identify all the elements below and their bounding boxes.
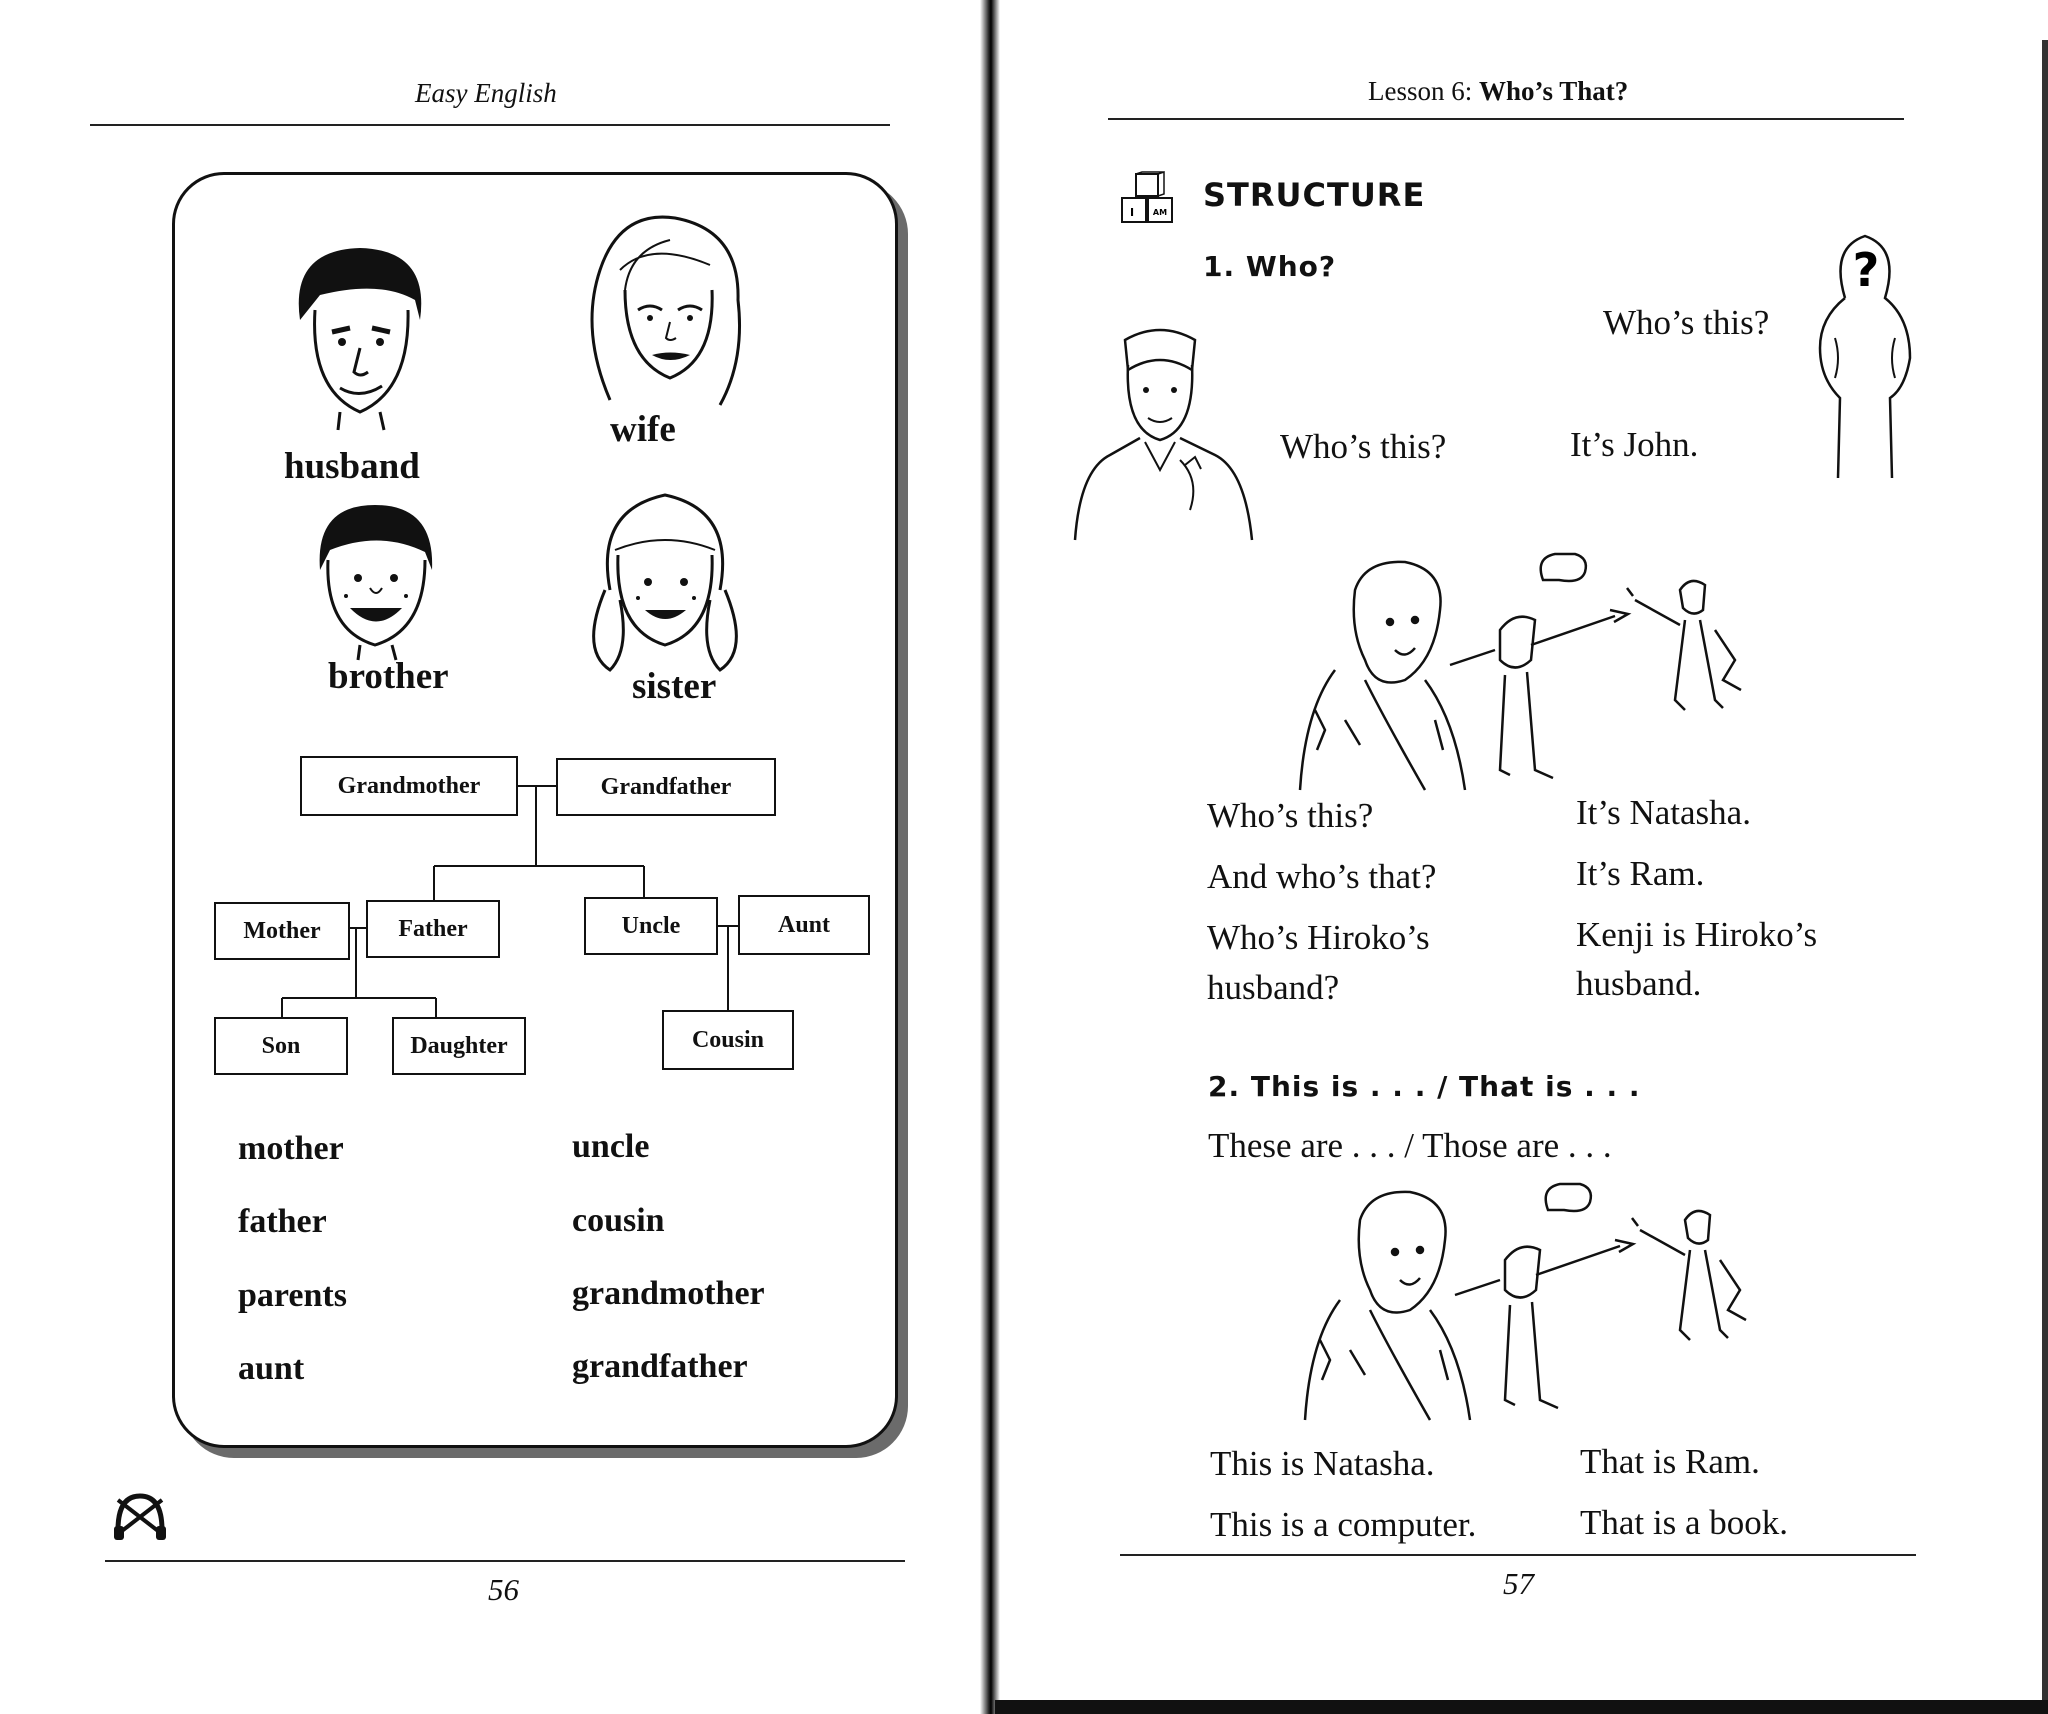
dialog-question: husband? bbox=[1207, 968, 1340, 1007]
headphones-icon bbox=[112, 1490, 168, 1542]
icon-letter-am: AM bbox=[1152, 208, 1168, 217]
q-whos-this-top: Who’s this? bbox=[1603, 303, 1770, 342]
q-whos-this-john: Who’s this? bbox=[1280, 427, 1447, 466]
tree-box-grandfather: Grandfather bbox=[556, 758, 776, 816]
vocab-word: mother bbox=[238, 1130, 344, 1167]
right-footer-rule bbox=[1120, 1554, 1916, 1556]
left-page-number: 56 bbox=[488, 1572, 519, 1607]
dialog-answer: husband. bbox=[1576, 964, 1702, 1003]
left-running-head: Easy English bbox=[415, 78, 557, 108]
running-head-prefix: Lesson 6: bbox=[1368, 76, 1479, 106]
section2-subheading: These are . . . / Those are . . . bbox=[1208, 1126, 1612, 1165]
tree-box-daughter: Daughter bbox=[392, 1017, 526, 1075]
dialog-question: Who’s this? bbox=[1207, 796, 1374, 835]
right-page-number: 57 bbox=[1503, 1566, 1534, 1601]
mystery-person-illustration bbox=[1810, 228, 1920, 478]
john-illustration bbox=[1070, 320, 1260, 540]
tree-box-uncle: Uncle bbox=[584, 897, 718, 955]
dialog-question: Who’s Hiroko’s bbox=[1207, 918, 1430, 957]
label-sister: sister bbox=[632, 666, 717, 707]
dialog-answer: It’s Ram. bbox=[1576, 854, 1705, 893]
right-running-head bbox=[1368, 76, 1628, 107]
tree-box-father: Father bbox=[366, 900, 500, 958]
running-head-title: Who’s That? bbox=[1479, 76, 1629, 106]
vocab-word: parents bbox=[238, 1277, 347, 1314]
right-header-rule bbox=[1108, 118, 1904, 120]
group-pointing-illustration bbox=[1295, 550, 1765, 790]
example-that-is: That is Ram. bbox=[1580, 1442, 1760, 1481]
dialog-answer: Kenji is Hiroko’s bbox=[1576, 915, 1818, 954]
tree-box-mother: Mother bbox=[214, 902, 350, 960]
left-footer-rule bbox=[105, 1560, 905, 1562]
a-its-john: It’s John. bbox=[1570, 425, 1699, 464]
blocks-icon bbox=[1118, 172, 1178, 228]
example-this-is: This is Natasha. bbox=[1210, 1444, 1435, 1483]
vocab-word: cousin bbox=[572, 1202, 665, 1239]
vocab-word: aunt bbox=[238, 1350, 305, 1387]
dialog-question: And who’s that? bbox=[1207, 857, 1437, 896]
section1-heading: 1. Who? bbox=[1203, 250, 1337, 283]
group-pointing-illustration-2 bbox=[1300, 1180, 1770, 1420]
tree-box-grandmother: Grandmother bbox=[300, 756, 518, 816]
vocab-word: grandmother bbox=[572, 1275, 765, 1312]
tree-box-son: Son bbox=[214, 1017, 348, 1075]
vocab-word: uncle bbox=[572, 1128, 650, 1165]
dialog-answer: It’s Natasha. bbox=[1576, 793, 1751, 832]
example-this-is: This is a computer. bbox=[1210, 1505, 1477, 1544]
tree-box-cousin: Cousin bbox=[662, 1010, 794, 1070]
tree-box-aunt: Aunt bbox=[738, 895, 870, 955]
icon-letter-i: I bbox=[1129, 206, 1135, 219]
label-wife: wife bbox=[610, 409, 676, 450]
label-husband: husband bbox=[284, 446, 420, 487]
vocab-word: grandfather bbox=[572, 1348, 748, 1385]
question-mark: ? bbox=[1852, 243, 1880, 297]
vocab-word: father bbox=[238, 1203, 327, 1240]
structure-heading: STRUCTURE bbox=[1203, 176, 1426, 214]
section2-heading: 2. This is . . . / That is . . . bbox=[1208, 1070, 1641, 1103]
example-that-is: That is a book. bbox=[1580, 1503, 1789, 1542]
label-brother: brother bbox=[328, 656, 449, 697]
